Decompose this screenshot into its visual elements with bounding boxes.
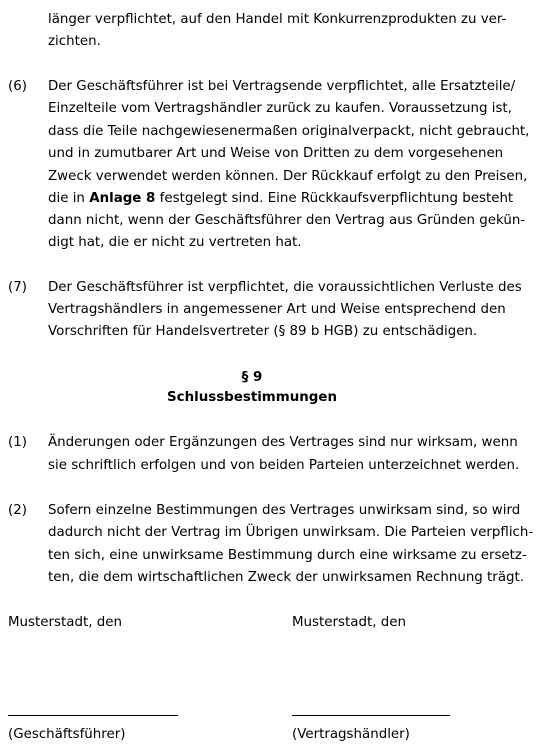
paragraph-line: Zweck verwendet werden können. Der Rückkauf erfolgt zu den Preisen, bbox=[48, 169, 528, 184]
paragraph-line: Vertragshändlers in angemessener Art und Weise entsprechend den bbox=[48, 302, 506, 317]
paragraph-number: (7) bbox=[8, 280, 27, 295]
signature-place-right: Musterstadt, den bbox=[292, 615, 406, 630]
paragraph-line: dass die Teile nachgewiesenermaßen originalverpackt, nicht gebraucht, bbox=[48, 124, 530, 139]
section-title: Schlussbestimmungen bbox=[167, 390, 337, 405]
text-fragment: die in bbox=[48, 191, 85, 206]
paragraph-line: dann nicht, wenn der Geschäftsführer den Vertrag aus Gründen gekün- bbox=[48, 213, 526, 228]
signature-place-left: Musterstadt, den bbox=[8, 615, 122, 630]
section-number: § 9 bbox=[241, 370, 263, 385]
paragraph-line: Der Geschäftsführer ist bei Vertragsende verpflichtet, alle Ersatzteile/ bbox=[48, 79, 516, 94]
text-fragment: festgelegt sind. Eine Rückkaufsverpflichtung besteht bbox=[159, 191, 514, 206]
paragraph-number: (1) bbox=[8, 435, 27, 450]
intro-line: zichten. bbox=[48, 34, 101, 49]
paragraph-number: (2) bbox=[8, 503, 27, 518]
paragraph-line: dadurch nicht der Vertrag im Übrigen unwirksam. Die Parteien verpflich- bbox=[48, 525, 534, 540]
paragraph-line-with-annex bbox=[48, 188, 514, 210]
paragraph-line: Sofern einzelne Bestimmungen des Vertrages unwirksam sind, so wird bbox=[48, 503, 521, 518]
signature-line-right bbox=[292, 715, 450, 716]
paragraph-line: ten sich, eine unwirksame Bestimmung durch eine wirksame zu ersetz- bbox=[48, 548, 527, 563]
paragraph-number: (6) bbox=[8, 79, 27, 94]
paragraph-line: Einzelteile vom Vertragshändler zurück zu kaufen. Voraussetzung ist, bbox=[48, 101, 512, 116]
paragraph-line: und in zumutbarer Art und Weise von Dritten zu dem vorgesehenen bbox=[48, 146, 504, 161]
signature-role-right: (Vertragshändler) bbox=[292, 727, 410, 742]
paragraph-line: sie schriftlich erfolgen und von beiden Parteien unterzeichnet werden. bbox=[48, 458, 520, 473]
paragraph-line: digt hat, die er nicht zu vertreten hat. bbox=[48, 235, 302, 250]
paragraph-line: Vorschriften für Handelsvertreter (§ 89 b HGB) zu entschädigen. bbox=[48, 324, 478, 339]
signature-role-left: (Geschäftsführer) bbox=[8, 727, 126, 742]
signature-line-left bbox=[8, 715, 178, 716]
paragraph-line: Änderungen oder Ergänzungen des Vertrages sind nur wirksam, wenn bbox=[48, 435, 518, 450]
paragraph-line: Der Geschäftsführer ist verpflichtet, die voraussichtlichen Verluste des bbox=[48, 280, 522, 295]
intro-line: länger verpflichtet, auf den Handel mit Konkurrenzprodukten zu ver- bbox=[48, 12, 507, 27]
paragraph-line: ten, die dem wirtschaftlichen Zweck der unwirksamen Rechnung trägt. bbox=[48, 570, 525, 585]
annex-reference: Anlage 8 bbox=[89, 191, 156, 206]
